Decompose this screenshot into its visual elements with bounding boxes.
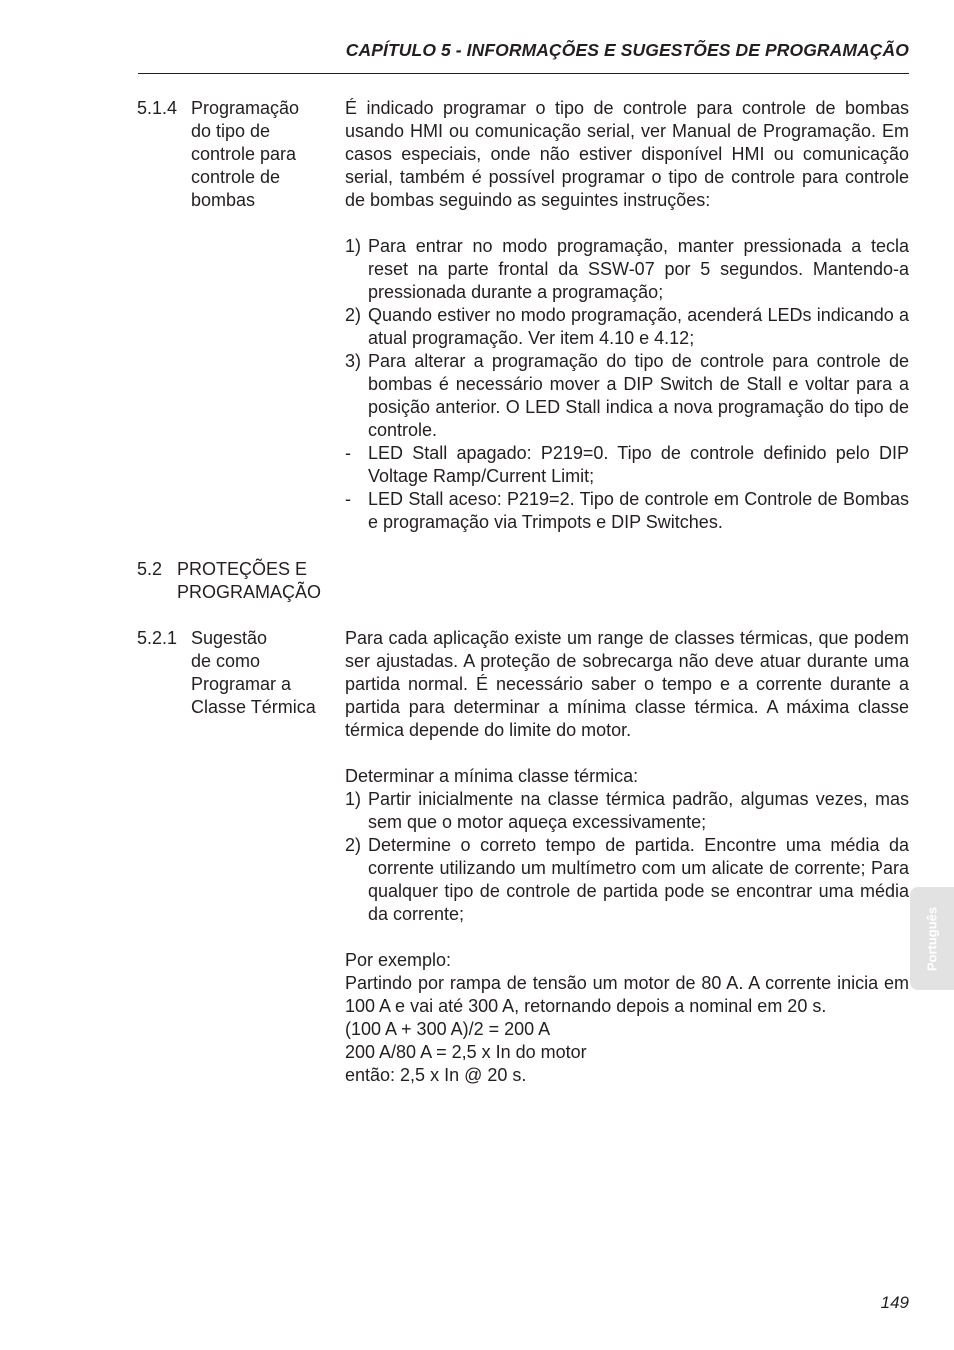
section-title-5-2-1: Sugestão de como Programar a Classe Térmica [191,628,316,717]
example-line: 200 A/80 A = 2,5 x In do motor [345,1042,587,1062]
example-line: (100 A + 300 A)/2 = 200 A [345,1019,551,1039]
header-divider [138,73,909,74]
section-title-5-2: PROTEÇÕES E PROGRAMAÇÃO [177,559,322,602]
list-item: 1) Para entrar no modo programação, manter pressionada a tecla reset na parte frontal da SSW-07 por 5 segundos. Mantendo-a pressionada durante a programação; [345,236,909,302]
list-item: 2) Quando estiver no modo programação, acenderá LEDs indicando a atual programação. Ver item 4.10 e 4.12; [345,305,909,348]
section-number-5-1-4: 5.1.4 [137,98,178,118]
list-heading: Determinar a mínima classe térmica: [345,766,639,786]
example-line: Partindo por rampa de tensão um motor de 80 A. A corrente inicia em 100 A e vai até 300 A, retornando depois a nominal em 20 s. [345,973,909,1016]
chapter-header: CAPÍTULO 5 - INFORMAÇÕES E SUGESTÕES DE PROGRAMAÇÃO [345,40,909,60]
list-item: - LED Stall aceso: P219=2. Tipo de controle em Controle de Bombas e programação via Trimpots e DIP Switches. [345,489,909,532]
page-number: 149 [880,1293,909,1312]
section-body-5-2-1 [345,627,909,1087]
list-item: 2) Determine o correto tempo de partida. Encontre uma média da corrente utilizando um multímetro com um alicate de corrente; Para qualquer tipo de controle de partida pode se encontrar uma média da corrente; [345,835,909,924]
section-title-5-1-4: Programação do tipo de controle para controle de bombas [191,98,300,210]
example-line: então: 2,5 x In @ 20 s. [345,1065,527,1085]
section-number-5-2: 5.2 [137,559,163,579]
intro-paragraph: É indicado programar o tipo de controle para controle de bombas usando HMI ou comunicação serial, ver Manual de Programação. Em casos especiais, onde não estiver disponível HMI ou comunicação serial, também é possível programar o tipo de controle para controle de bombas seguindo as seguintes instruções: [345,98,909,210]
language-tab [910,887,954,990]
section-number-5-2-1: 5.2.1 [137,628,178,648]
language-tab-label: Português [924,906,940,971]
list-item: - LED Stall apagado: P219=0. Tipo de controle definido pelo DIP Voltage Ramp/Current Limit; [345,443,909,486]
list-item: 1) Partir inicialmente na classe térmica padrão, algumas vezes, mas sem que o motor aqueça excessivamente; [345,789,909,832]
intro-paragraph: Para cada aplicação existe um range de classes térmicas, que podem ser ajustadas. A proteção de sobrecarga não deve atuar durante uma partida normal. É necessário saber o tempo e a corrente durante a partida para determinar a mínima classe térmica. A máxima classe térmica depende do limite do motor. [345,628,909,740]
example-heading: Por exemplo: [345,950,452,970]
section-body-5-1-4 [345,97,909,534]
list-item: 3) Para alterar a programação do tipo de controle para controle de bombas é necessário mover a DIP Switch de Stall e voltar para a posição anterior. O LED Stall indica a nova programação do tipo de controle. [345,351,909,440]
